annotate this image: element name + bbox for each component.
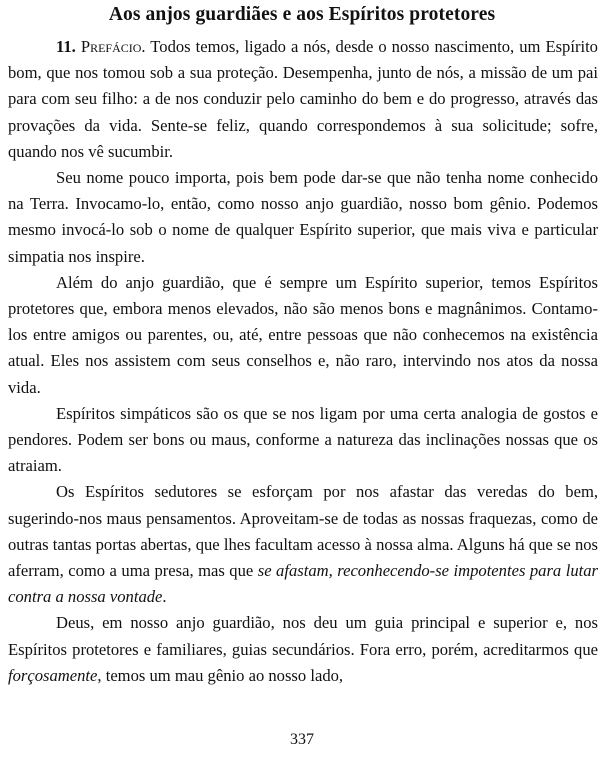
- paragraph-text: Todos temos, ligado a nós, desde o nosso nascimento, um Espírito bom, que nos tomou sob a sua proteção. Desempenha, junto de nós, a missão de um pai para com seu filho: a de nos conduzir pelo caminho do bem e do progresso, através das provações da vida. Sente-se feliz, quando correspondemos à sua solicitude; sofre, quando nos vê sucumbir.: [8, 37, 598, 161]
- item-number: 11.: [56, 37, 76, 56]
- paragraph: Seu nome pouco importa, pois bem pode dar-se que não tenha nome conhecido na Terra. Invocamo-lo, então, como nosso anjo guardião, nosso bom gênio. Podemos mesmo invocá-lo sob o nome de qualquer Espírito superior, que mais viva e particular simpatia nos inspire.: [8, 168, 598, 266]
- paragraph-punctuation: .: [162, 587, 167, 607]
- item-label: Prefácio.: [80, 37, 146, 56]
- paragraph-text: Os Espíritos sedutores se esforçam por nos afastar das veredas do bem, sugerindo-nos maus pensamentos. Aproveitam-se de todas as nossas fraquezas, como de outras tantas portas abertas, que lhes facultam acesso à nossa alma. Alguns há que se nos aferram, como a uma presa, mas que: [8, 482, 598, 581]
- paragraph-text: Deus, em nosso anjo guardião, nos deu um guia principal e superior e, nos Espíritos protetores e familiares, guias secundários. Fora erro, porém, acreditarmos que: [8, 613, 598, 659]
- section-heading: Aos anjos guardiães e aos Espíritos protetores: [108, 4, 496, 25]
- body-text: [8, 34, 598, 689]
- paragraph-preface: [8, 34, 598, 165]
- paragraph: [8, 610, 598, 689]
- page-number: 337: [290, 731, 314, 748]
- paragraph: Além do anjo guardião, que é sempre um Espírito superior, temos Espíritos protetores que, embora menos elevados, não são menos bons e magnânimos. Contamo-los entre amigos ou parentes, ou, até, entre pessoas que não conhecemos na existência atual. Eles nos assistem com seus conselhos e, não raro, intervindo nos atos da nossa vida.: [8, 272, 598, 397]
- italic-phrase: se afastam, reconhecendo-se impotentes para lutar contra a nossa vontade: [8, 561, 598, 607]
- paragraph-text-after: , temos um mau gênio ao nosso lado,: [97, 665, 344, 685]
- italic-word: forçosamente: [8, 665, 98, 685]
- paragraph: Espíritos simpáticos são os que se nos ligam por uma certa analogia de gostos e pendores. Podem ser bons ou maus, conforme a natureza das inclinações nossas que os atraiam.: [8, 403, 598, 476]
- paragraph: [8, 479, 598, 610]
